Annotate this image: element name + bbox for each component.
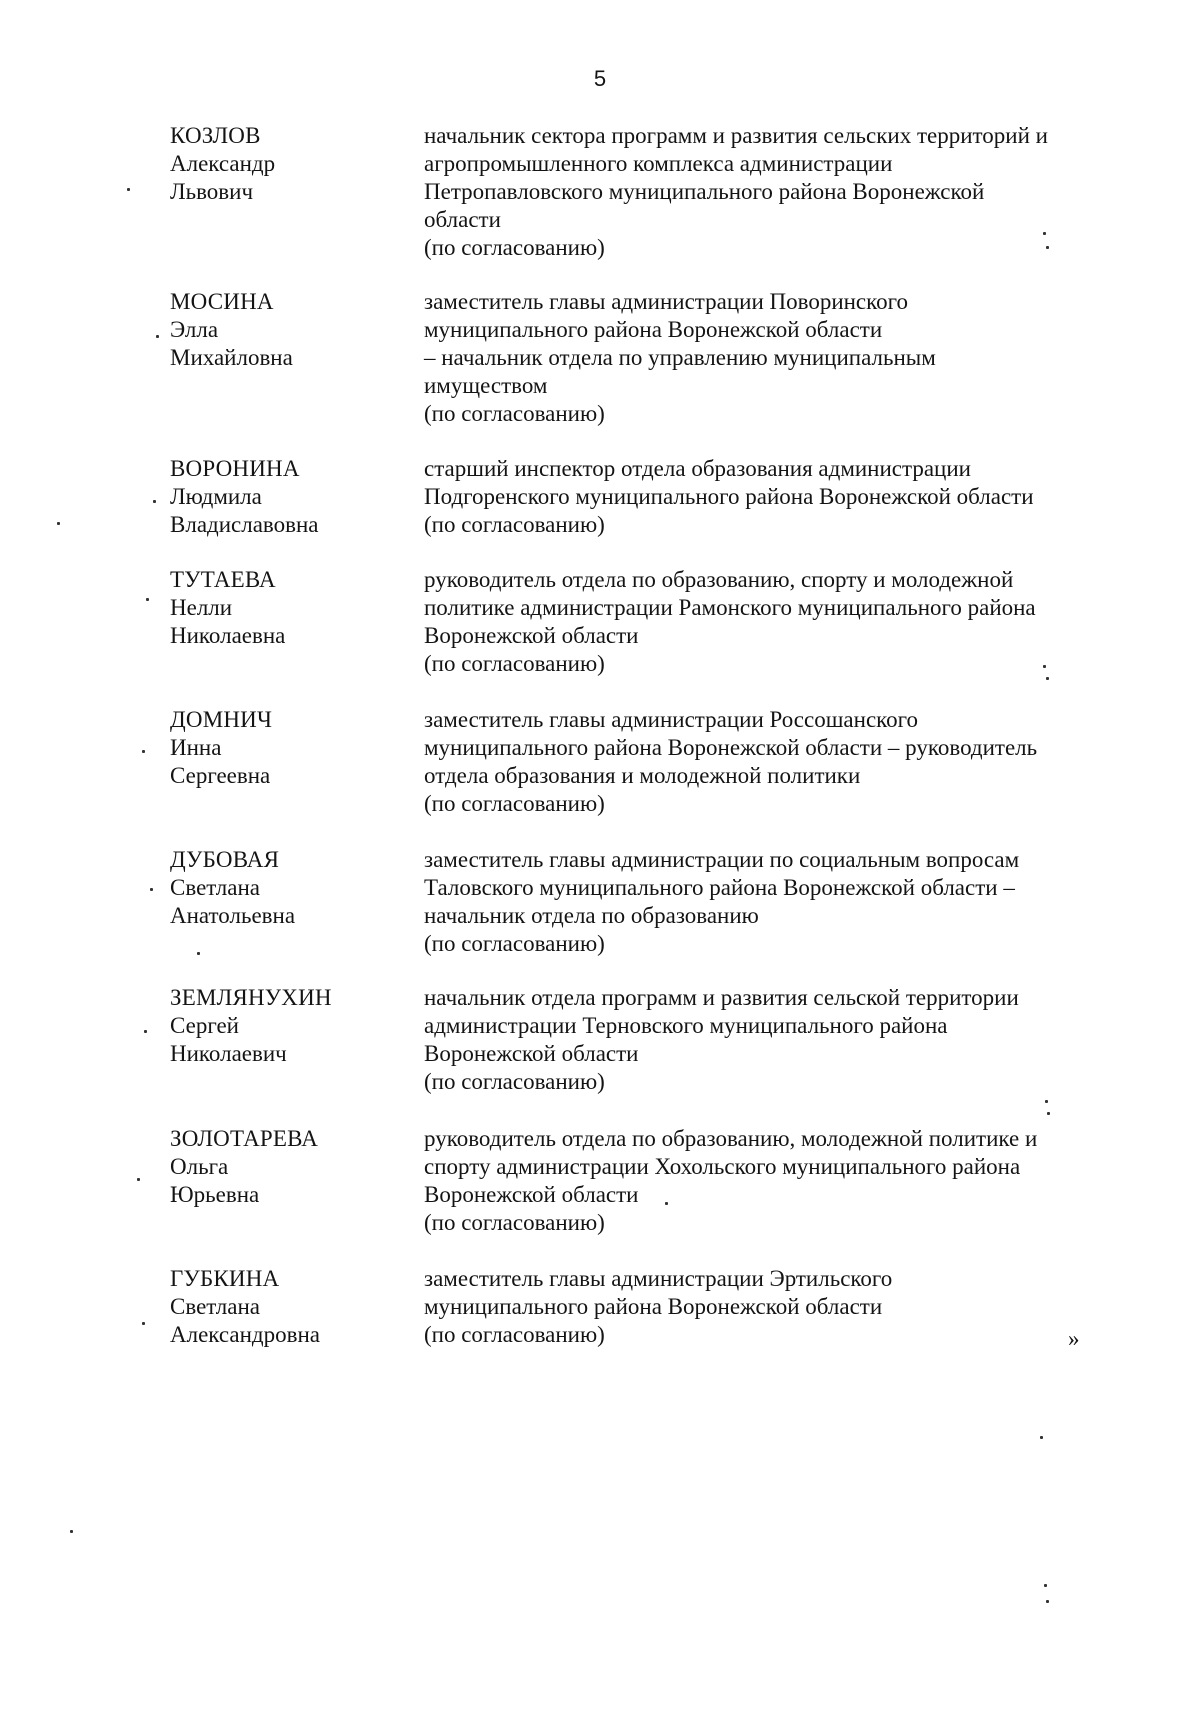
member-name — [170, 984, 410, 1068]
member-first-name: Александр — [170, 151, 276, 176]
scan-speck — [1046, 1600, 1049, 1603]
position-line: Воронежской области — [424, 1041, 639, 1066]
position-line: заместитель главы администрации по социальным вопросам — [424, 847, 1020, 872]
position-line: Петропавловского муниципального района Воронежской — [424, 179, 985, 204]
scan-speck — [142, 750, 145, 753]
member-first-name: Нелли — [170, 595, 233, 620]
member-surname: ВОРОНИНА — [170, 456, 300, 481]
position-line: политике администрации Рамонского муниципального района — [424, 595, 1036, 620]
member-surname: ЗОЛОТАРЕВА — [170, 1126, 319, 1151]
scan-speck — [1043, 232, 1046, 235]
scan-speck — [1045, 1100, 1048, 1103]
position-line: заместитель главы администрации Россошанского — [424, 707, 919, 732]
position-line: руководитель отдела по образованию, спорту и молодежной — [424, 567, 1014, 592]
member-surname: МОСИНА — [170, 289, 274, 314]
scan-speck — [153, 500, 156, 503]
member-first-name: Элла — [170, 317, 219, 342]
member-name — [170, 566, 410, 650]
member-name — [170, 122, 410, 206]
position-line: Таловского муниципального района Воронежской области – — [424, 875, 1015, 900]
member-position — [424, 846, 1084, 958]
member-surname: КОЗЛОВ — [170, 123, 261, 148]
member-position — [424, 984, 1084, 1096]
member-position — [424, 1125, 1084, 1237]
position-line: руководитель отдела по образованию, молодежной политике и — [424, 1126, 1038, 1151]
position-line: Воронежской области — [424, 623, 639, 648]
position-line: (по согласованию) — [424, 401, 605, 426]
scan-speck — [142, 1322, 145, 1325]
scan-speck — [1046, 246, 1049, 249]
member-patronymic: Николаевич — [170, 1041, 287, 1066]
scan-speck — [137, 1178, 140, 1181]
member-patronymic: Юрьевна — [170, 1182, 260, 1207]
position-line: отдела образования и молодежной политики — [424, 763, 861, 788]
scan-speck — [150, 888, 153, 891]
member-surname: ДОМНИЧ — [170, 707, 273, 732]
member-name — [170, 706, 410, 790]
position-line: начальник отдела программ и развития сельской территории — [424, 985, 1019, 1010]
position-line: имуществом — [424, 373, 548, 398]
position-line: (по согласованию) — [424, 1322, 605, 1347]
member-patronymic: Владиславовна — [170, 512, 319, 537]
position-line: начальник сектора программ и развития сельских территорий и — [424, 123, 1048, 148]
scan-speck — [1047, 1112, 1050, 1115]
member-name — [170, 1265, 410, 1349]
closing-quote: » — [1068, 1326, 1080, 1351]
member-first-name: Светлана — [170, 1294, 260, 1319]
scan-speck — [70, 1530, 73, 1533]
scan-speck — [57, 522, 60, 525]
position-line: (по согласованию) — [424, 791, 605, 816]
member-first-name: Светлана — [170, 875, 260, 900]
position-line: спорту администрации Хохольского муниципального района — [424, 1154, 1021, 1179]
position-line: Подгоренского муниципального района Воронежской области — [424, 484, 1034, 509]
member-first-name: Инна — [170, 735, 222, 760]
position-line: начальник отдела по образованию — [424, 903, 759, 928]
member-position — [424, 455, 1084, 539]
scan-speck — [127, 188, 130, 191]
member-name — [170, 288, 410, 372]
member-surname: ЗЕМЛЯНУХИН — [170, 985, 332, 1010]
position-line: муниципального района Воронежской области – руководитель — [424, 735, 1038, 760]
position-line: заместитель главы администрации Эртильского — [424, 1266, 893, 1291]
member-name — [170, 455, 410, 539]
position-line: (по согласованию) — [424, 1069, 605, 1094]
position-line: муниципального района Воронежской области — [424, 317, 883, 342]
position-line: администрации Терновского муниципального района — [424, 1013, 948, 1038]
member-name — [170, 846, 410, 930]
position-line: (по согласованию) — [424, 651, 605, 676]
position-line: – начальник отдела по управлению муниципальным — [424, 345, 936, 370]
member-patronymic: Львович — [170, 179, 254, 204]
scan-speck — [1046, 677, 1049, 680]
member-patronymic: Сергеевна — [170, 763, 271, 788]
scan-speck — [156, 335, 159, 338]
page-number: 5 — [593, 66, 607, 91]
scan-speck — [144, 1030, 147, 1033]
member-first-name: Сергей — [170, 1013, 239, 1038]
position-line: (по согласованию) — [424, 512, 605, 537]
member-patronymic: Александровна — [170, 1322, 320, 1347]
scan-speck — [197, 952, 200, 955]
member-patronymic: Анатольевна — [170, 903, 296, 928]
scan-speck — [665, 1202, 668, 1205]
member-position — [424, 566, 1084, 678]
position-line: муниципального района Воронежской области — [424, 1294, 883, 1319]
member-first-name: Ольга — [170, 1154, 229, 1179]
position-line: (по согласованию) — [424, 235, 605, 260]
member-patronymic: Николаевна — [170, 623, 286, 648]
position-line: Воронежской области — [424, 1182, 639, 1207]
member-position — [424, 122, 1084, 262]
position-line: агропромышленного комплекса администрации — [424, 151, 893, 176]
scan-speck — [1044, 1584, 1047, 1587]
member-surname: ТУТАЕВА — [170, 567, 276, 592]
member-position — [424, 288, 1084, 428]
position-line: области — [424, 207, 501, 232]
scan-speck — [1043, 665, 1046, 668]
position-line: заместитель главы администрации Поворинского — [424, 289, 909, 314]
position-line: старший инспектор отдела образования администрации — [424, 456, 971, 481]
member-surname: ДУБОВАЯ — [170, 847, 280, 872]
member-surname: ГУБКИНА — [170, 1266, 280, 1291]
member-name — [170, 1125, 410, 1209]
scan-speck — [1040, 1436, 1043, 1439]
position-line: (по согласованию) — [424, 931, 605, 956]
position-line: (по согласованию) — [424, 1210, 605, 1235]
scan-speck — [146, 598, 149, 601]
member-position — [424, 1265, 1084, 1349]
member-position — [424, 706, 1084, 818]
member-patronymic: Михайловна — [170, 345, 293, 370]
member-first-name: Людмила — [170, 484, 262, 509]
